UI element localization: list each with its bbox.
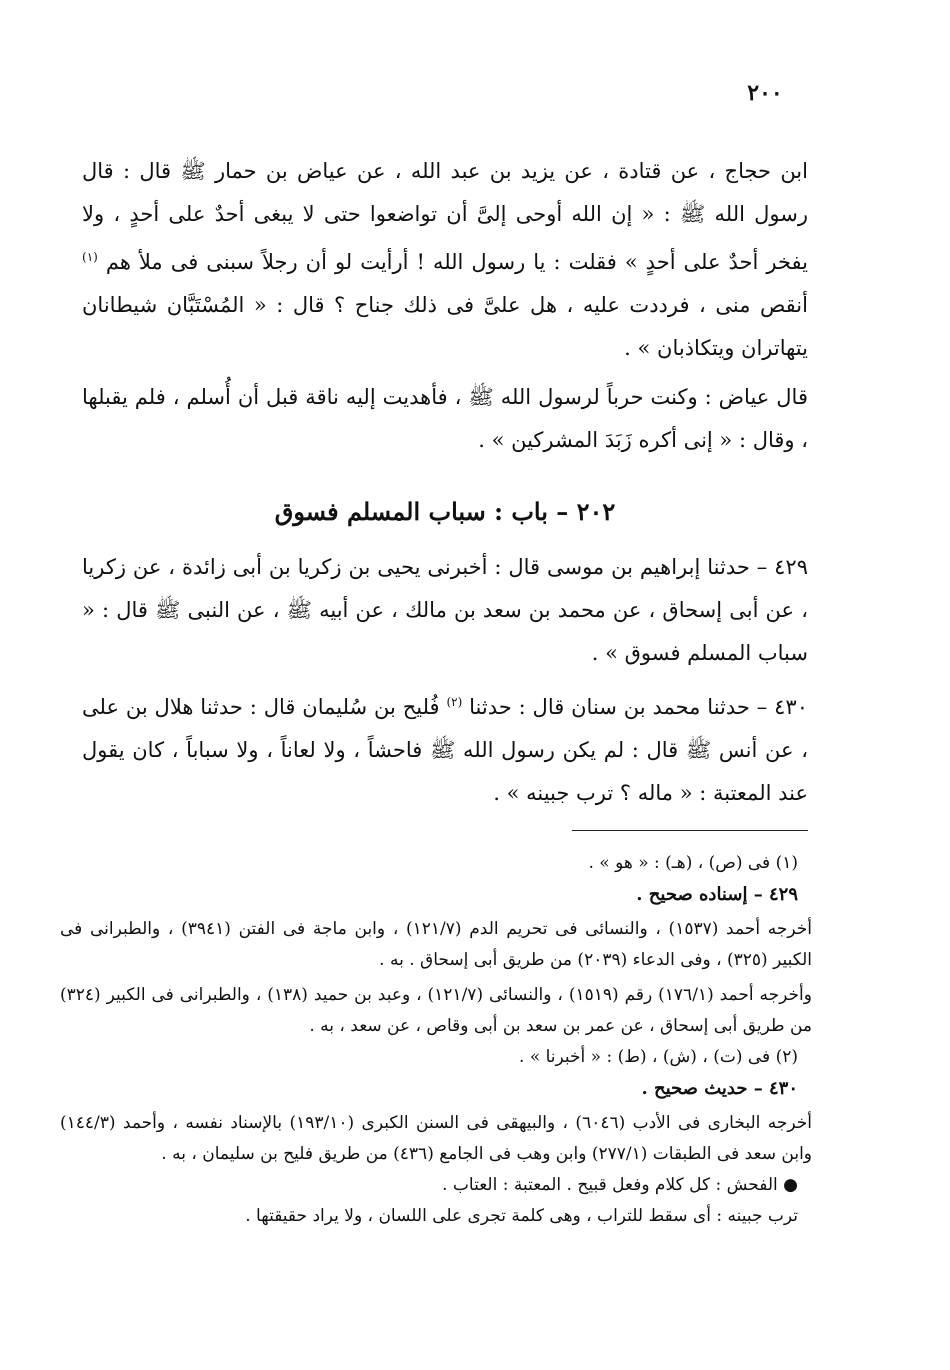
footnote-2: (٢) فى (ت) ، (ش) ، (ط) : « أخبرنا » . xyxy=(519,1047,798,1067)
paragraph-text-cont: أنقص منى ، فرددت عليه ، هل علىَّ فى ذلك جناح ؟ قال : « المُسْتَبَّان شيطانان يتهاتران ويتكاذبان » . xyxy=(82,293,808,360)
footnote-divider xyxy=(572,830,808,831)
footnote-ref-2: (٢) xyxy=(446,695,463,709)
paragraph-ayyad-hadith xyxy=(82,150,808,370)
paragraph-ayyad-gift: قال عياض : وكنت حرباً لرسول الله ﷺ ، فأهديت إليه ناقة قبل أن أُسلم ، فلم يقبلها ، وقال : « إنى أكره زَبَدَ المشركين » . xyxy=(82,385,808,452)
hadith-430-takhrij: أخرجه البخارى فى الأدب (٦٠٤٦) ، والبيهقى فى السنن الكبرى (١٩٣/١٠) بالإسناد نفسه ، وأحمد (١٤٤/٣) وابن سعد فى الطبقات (٢٧٧/١) وابن وهب فى الجامع (٤٣٦) من طريق فليح بن سليمان ، به . xyxy=(60,1113,812,1164)
main-text xyxy=(82,150,808,815)
footnote-1: (١) فى (ص) ، (هـ) : « هو » . xyxy=(588,853,798,873)
hadith-429-grade: ٤٢٩ – إسناده صحيح . xyxy=(636,884,798,905)
hadith-430 xyxy=(82,681,808,815)
chapter-heading: ٢٠٢ – باب : سباب المسلم فسوق xyxy=(274,497,616,526)
footnotes xyxy=(60,848,812,1232)
hadith-430-text-cont: فُليح بن سُليمان قال : حدثنا هلال بن على ، عن أنس ﷺ قال : لم يكن رسول الله ﷺ فاحشاً ، ولا لعاناً ، ولا سباباً ، كان يقول عند المعتبة : « ماله ؟ ترب جبينه » . xyxy=(82,695,808,805)
hadith-429: ٤٢٩ – حدثنا إبراهيم بن موسى قال : أخبرنى يحيى بن زكريا بن أبى زائدة ، عن زكريا ، عن أبى إسحاق ، عن محمد بن سعد بن مالك ، عن أبيه ﷺ ، عن النبى ﷺ قال : « سباب المسلم فسوق » . xyxy=(82,555,808,665)
gloss-fuhsh: ● الفحش : كل كلام وفعل قبيح . المعتبة : العتاب . xyxy=(442,1175,798,1195)
paragraph-text: ابن حجاج ، عن قتادة ، عن يزيد بن عبد الله ، عن عياض بن حمار ﷺ قال : قال رسول الله ﷺ : « إن الله أوحى إلىَّ أن تواضعوا حتى لا يبغى أحدٌ على أحدٍ ، ولا يفخر أحدٌ على أحدٍ » فقلت : يا رسول الله ! أرأيت لو أن رجلاً سبنى فى ملأ هم xyxy=(82,159,808,274)
page-number: ٢٠٠ xyxy=(747,80,783,106)
hadith-430-grade: ٤٣٠ – حديث صحيح . xyxy=(641,1078,798,1099)
footnote-ref-1: (١) xyxy=(82,250,98,264)
hadith-430-text: ٤٣٠ – حدثنا محمد بن سنان قال : حدثنا xyxy=(469,695,808,719)
gloss-turib: ترب جبينه : أى سقط للتراب ، وهى كلمة تجرى على اللسان ، ولا يراد حقيقتها . xyxy=(245,1206,798,1226)
hadith-429-takhrij-2: وأخرجه أحمد (١٧٦/١) رقم (١٥١٩) ، والنسائى (١٢١/٧) ، وعبد بن حميد (١٣٨) ، والطبرانى فى الكبير (٣٢٤) من طريق أبى إسحاق ، عن عمر بن سعد بن أبى وقاص ، عن سعد ، به . xyxy=(60,985,812,1036)
hadith-429-takhrij: أخرجه أحمد (١٥٣٧) ، والنسائى فى تحريم الدم (١٢١/٧) ، وابن ماجة فى الفتن (٣٩٤١) ، والطبرانى فى الكبير (٣٢٥) ، وفى الدعاء (٢٠٣٩) من طريق أبى إسحاق . به . xyxy=(60,919,812,970)
